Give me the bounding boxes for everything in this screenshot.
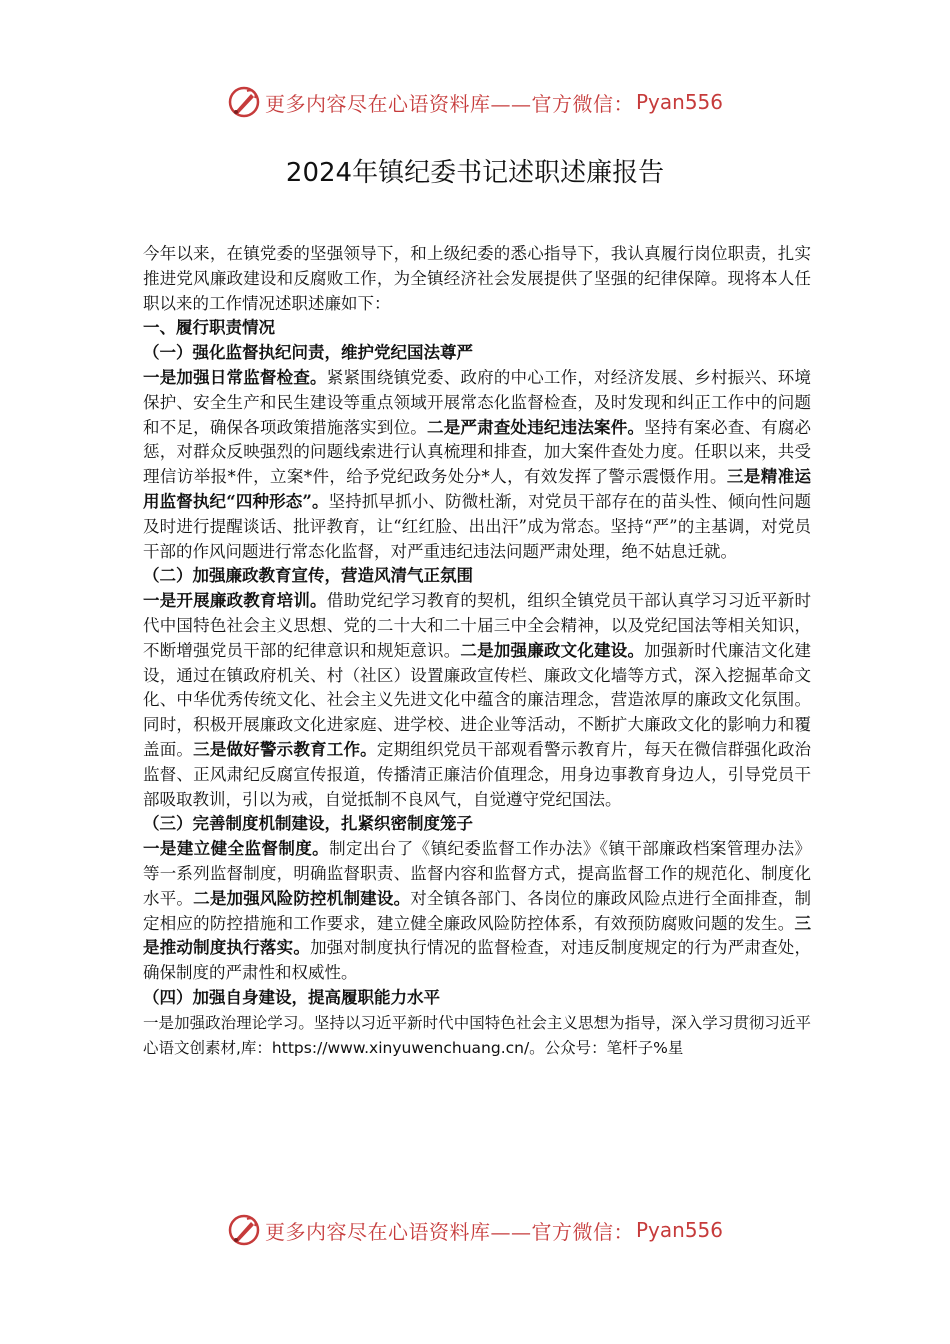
lead-phrase: 一是加强日常监督检查。 [143,367,327,387]
lead-phrase: 二是加强风险防控机制建设。 [193,888,411,908]
lead-phrase: 二是严肃查处违纪违法案件。 [427,417,645,437]
section-heading: 一、履行职责情况 [143,318,275,338]
subsection-paragraph [143,366,811,564]
subsection-paragraph: 一是加强政治理论学习。坚持以习近平新时代中国特色社会主义思想为指导，深入学习贯彻习近平心语文创素材,库：https://www.xinyuwenchuang.cn/。公众号：笔杆子%星 [143,1013,811,1057]
banner-text: 更多内容尽在心语资料库——官方微信： [264,91,634,116]
document-body [143,242,811,1060]
body-text: 制定出台了《镇纪委监督工作办法》《镇干部廉政档案管理办法》等一系列监督制度，明确监督职责、监督内容和监督方式，提高监督工作的规范化、制度化水平。 [143,839,812,908]
document-title: 2024年镇纪委书记述职述廉报告 [285,158,665,188]
body-text: 坚持有案必查、有腐必惩，对群众反映强烈的问题线索进行认真梳理和排查，加大案件查处力度。任职以来，共受理信访举报*件，立案*件，给予党纪政务处分*人，有效发挥了警示震慑作用。 [143,417,812,487]
body-text: 坚持抓早抓小、防微杜渐，对党员干部存在的苗头性、倾向性问题及时进行提醒谈话、批评教育，让“红红脸、出出汗”成为常态。坚持“严”的主基调，对党员干部的作风问题进行常态化监督，对严重违纪违法问题严肃处理，绝不姑息迁就。 [143,491,812,561]
banner-wechat-id: Pyan556 [635,1218,723,1242]
body-text: 紧紧围绕镇党委、政府的中心工作，对经济发展、乡村振兴、环境保护、安全生产和民生建设等重点领域开展常态化监督检查，及时发现和纠正工作中的问题和不足，确保各项政策措施落实到位。 [143,367,812,437]
lead-phrase: 三是精准运用监督执纪“四种形态”。 [143,467,811,511]
pen-logo-icon [227,85,261,119]
subsection-heading: （一）强化监督执纪问责，维护党纪国法尊严 [143,343,473,363]
lead-phrase: 二是加强廉政文化建设。 [460,640,645,660]
subsection-heading: （三）完善制度机制建设，扎紧织密制度笼子 [143,814,473,834]
body-text: 对全镇各部门、各岗位的廉政风险点进行全面排查，制定相应的防控措施和工作要求，建立健全廉政风险防控体系，有效预防腐败问题的发生。 [143,888,812,933]
lead-phrase: 三是推动制度执行落实。 [143,913,811,958]
body-text: 加强对制度执行情况的监督检查，对违反制度规定的行为严肃查处，确保制度的严肃性和权威性。 [143,938,812,983]
subsection-paragraph [143,837,811,986]
banner-text: 更多内容尽在心语资料库——官方微信： [264,1219,634,1244]
footer-banner [0,1210,950,1250]
lead-phrase: 三是做好警示教育工作。 [193,739,377,759]
banner-wechat-id: Pyan556 [635,90,723,114]
subsection-heading: （二）加强廉政教育宣传，营造风清气正氛围 [143,566,473,586]
intro-paragraph: 今年以来，在镇党委的坚强领导下，和上级纪委的悉心指导下，我认真履行岗位职责，扎实推进党风廉政建设和反腐败工作，为全镇经济社会发展提供了坚强的纪律保障。现将本人任职以来的工作情况述职述廉如下： [143,244,811,313]
pen-logo-icon [227,1213,261,1247]
body-text: 加强新时代廉洁文化建设，通过在镇政府机关、村（社区）设置廉政宣传栏、廉政文化墙等方式，深入挖掘革命文化、中华优秀传统文化、社会主义先进文化中蕴含的廉洁理念，营造浓厚的廉政文化氛围。同时，积极开展廉政文化进家庭、进学校、进企业等活动，不断扩大廉政文化的影响力和覆盖面。 [143,640,812,759]
subsection-heading: （四）加强自身建设，提高履职能力水平 [143,987,440,1007]
body-text: 定期组织党员干部观看警示教育片，每天在微信群强化政治监督、正风肃纪反腐宣传报道，传播清正廉洁价值理念，用身边事教育身边人，引导党员干部吸取教训，引以为戒，自觉抵制不良风气，自觉遵守党纪国法。 [143,739,812,809]
lead-phrase: 一是开展廉政教育培训。 [143,591,327,611]
header-banner [0,82,950,122]
subsection-paragraph [143,589,811,812]
body-text: 借助党纪学习教育的契机，组织全镇党员干部认真学习习近平新时代中国特色社会主义思想、党的二十大和二十届三中全会精神，以及党纪国法等相关知识，不断增强党员干部的纪律意识和规矩意识。 [143,591,812,660]
lead-phrase: 一是建立健全监督制度。 [143,839,330,859]
